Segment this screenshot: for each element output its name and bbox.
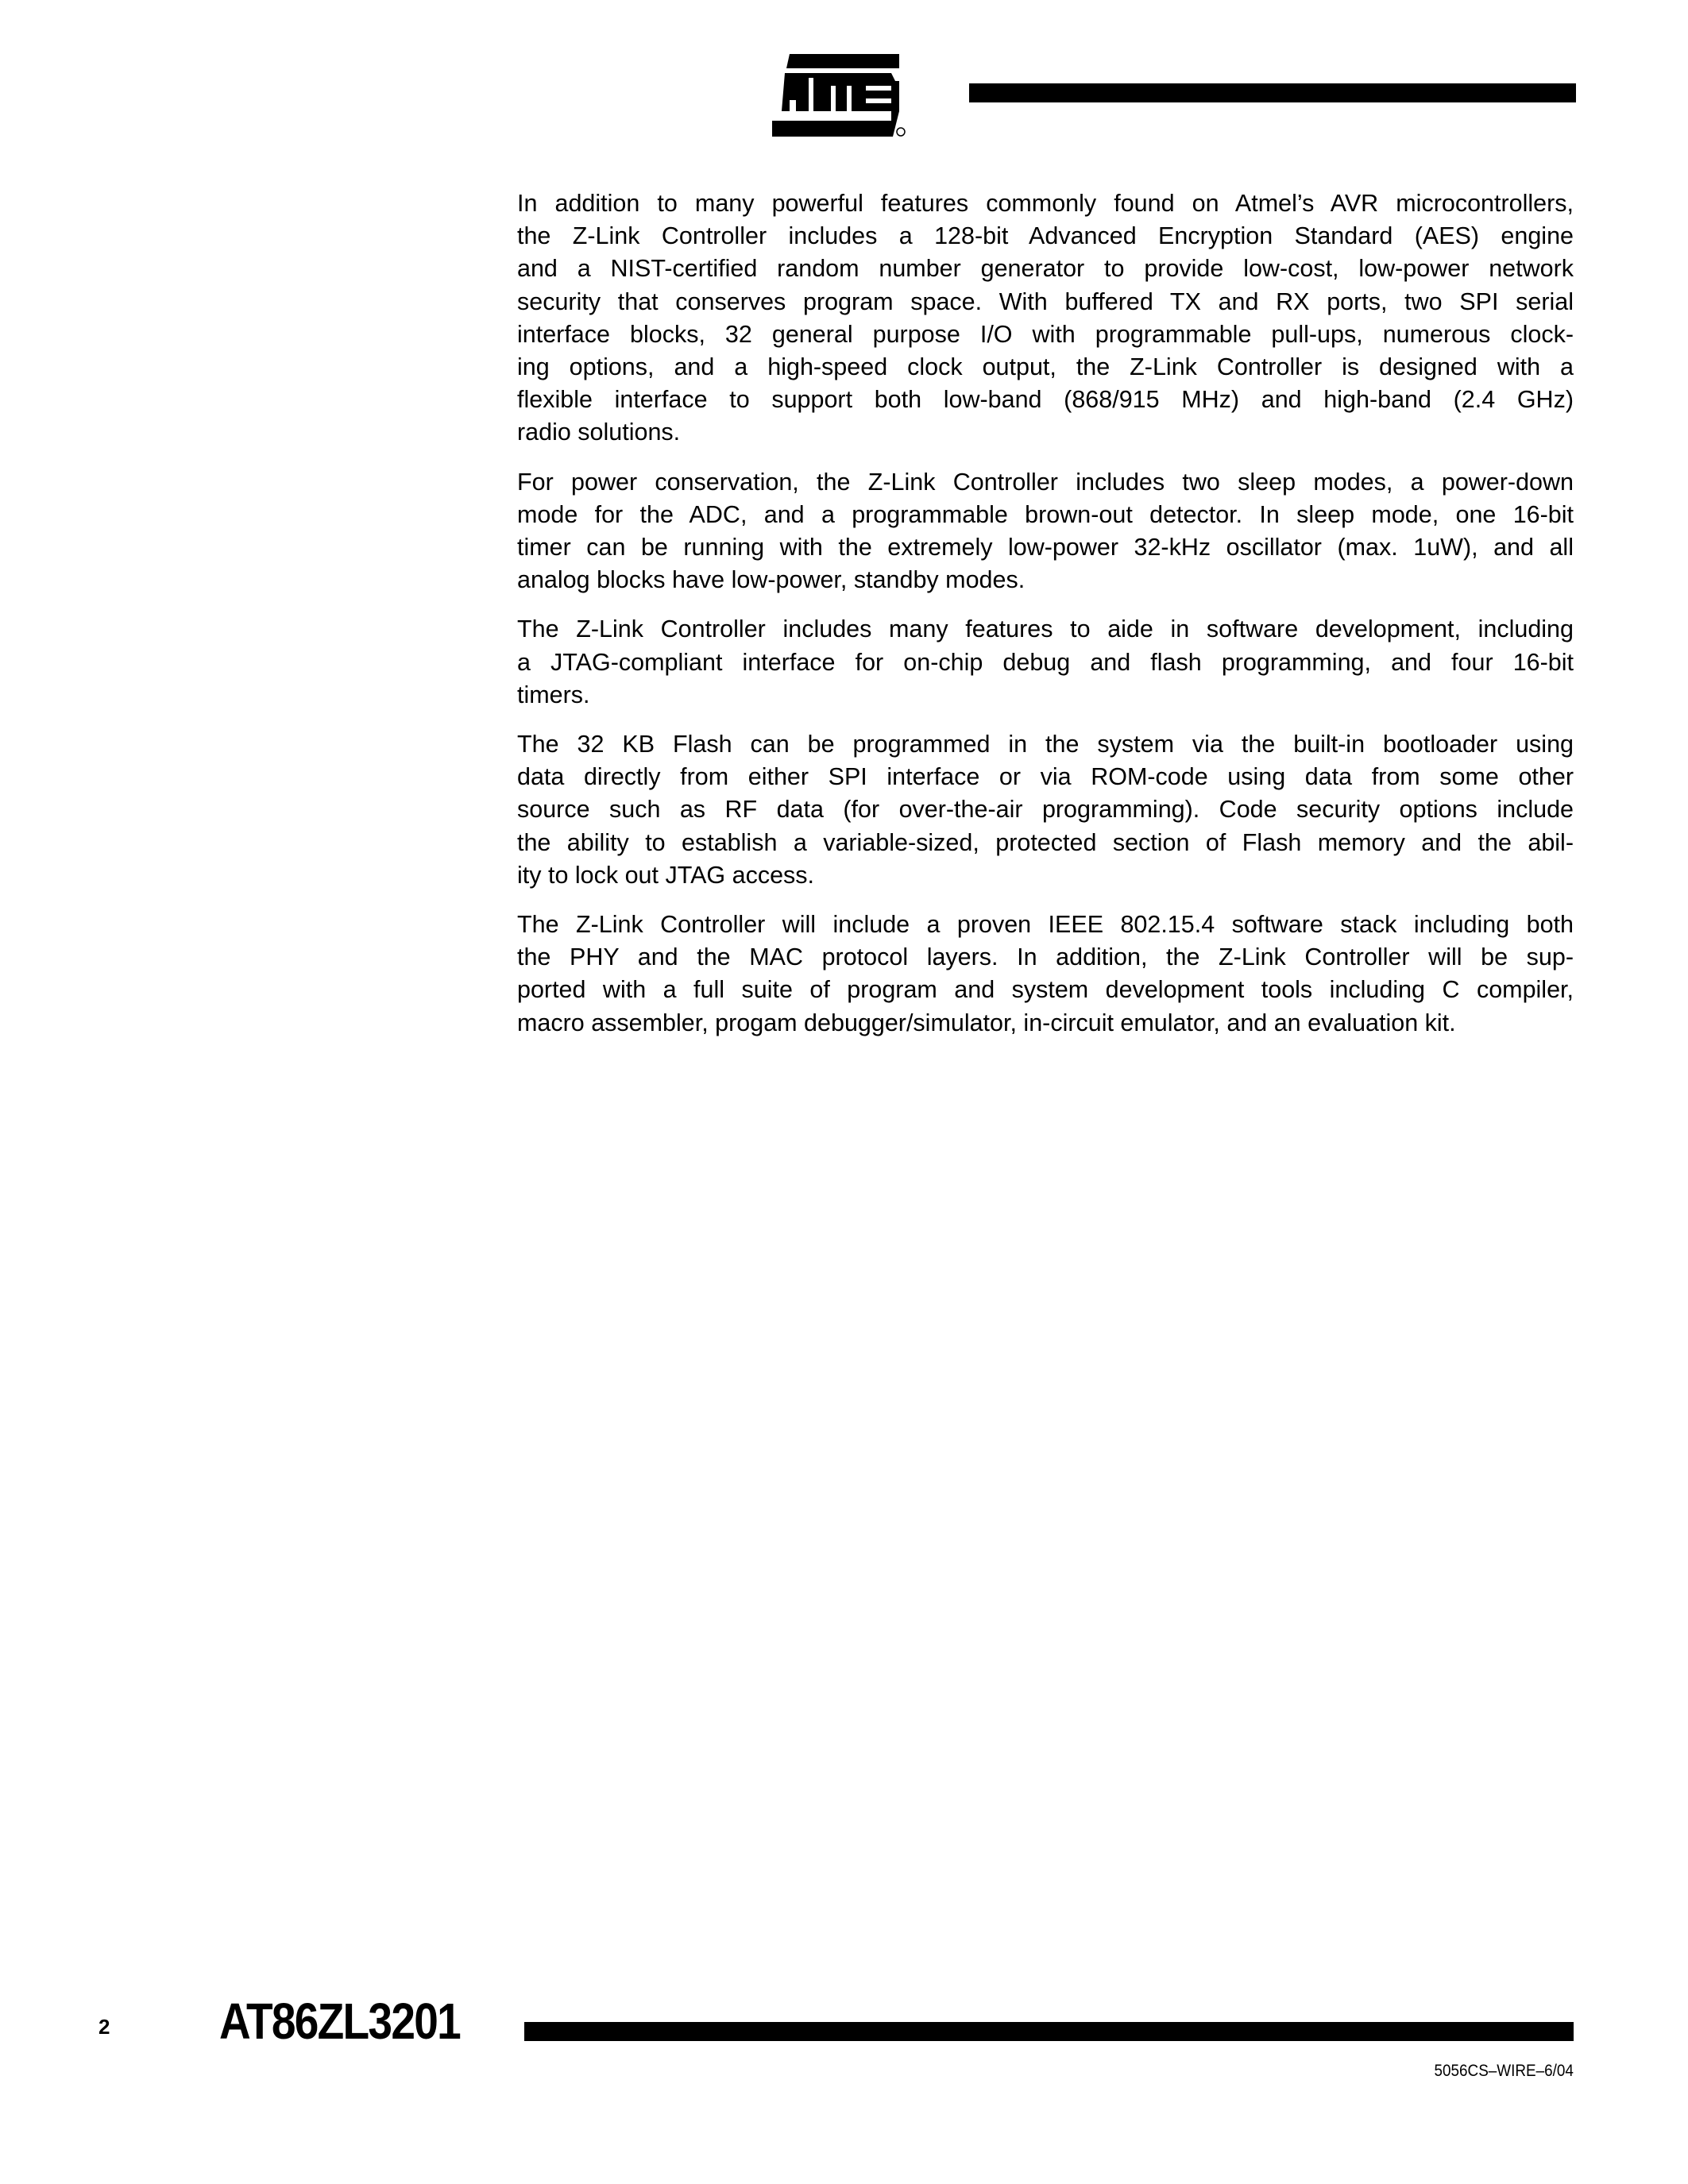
text-line: ity to lock out JTAG access. [517, 861, 815, 889]
text-line: source such as RF data (for over-the-air programming). Code security options include [517, 796, 1574, 824]
text-line: analog blocks have low-power, standby modes. [517, 566, 1026, 594]
text-line: timer can be running with the extremely low-power 32-kHz oscillator (max. 1uW), and all [517, 534, 1574, 561]
page-number: 2 [98, 2015, 110, 2039]
paragraph [517, 909, 1574, 1040]
text-line: timers. [517, 681, 590, 708]
text-line: ing options, and a high-speed clock output, the Z-Link Controller is designed with a [517, 353, 1574, 381]
text-line: flexible interface to support both low-band (868/915 MHz) and high-band (2.4 GHz) [517, 386, 1574, 414]
paragraph [517, 613, 1574, 712]
text-line: the Z-Link Controller includes a 128-bit Advanced Encryption Standard (AES) engine [517, 222, 1574, 250]
text-line: For power conservation, the Z-Link Controller includes two sleep modes, a power-down [517, 468, 1574, 496]
text-line: data directly from either SPI interface or via ROM-code using data from some other [517, 763, 1574, 791]
header-rule [969, 83, 1576, 102]
text-line: ported with a full suite of program and system development tools including C compiler, [517, 976, 1574, 1004]
document-code: 5056CS–WIRE–6/04 [1434, 2062, 1574, 2080]
text-line: In addition to many powerful features commonly found on Atmel’s AVR microcontrollers, [517, 190, 1574, 217]
paragraph [517, 728, 1574, 892]
text-line: mode for the ADC, and a programmable brown-out detector. In sleep mode, one 16-bit [517, 500, 1574, 528]
text-line: security that conserves program space. With buffered TX and RX ports, two SPI serial [517, 287, 1574, 315]
atmel-logo [772, 54, 939, 137]
paragraph [517, 466, 1574, 597]
text-line: macro assembler, progam debugger/simulator, in-circuit emulator, and an evaluation kit. [517, 1009, 1456, 1036]
text-line: the PHY and the MAC protocol layers. In addition, the Z-Link Controller will be sup- [517, 943, 1574, 971]
text-line: a JTAG-compliant interface for on-chip debug and flash programming, and four 16-bit [517, 648, 1574, 676]
text-line: The 32 KB Flash can be programmed in the system via the built-in bootloader using [517, 731, 1574, 758]
body-text [517, 187, 1574, 1056]
text-line: and a NIST-certified random number generator to provide low-cost, low-power network [517, 255, 1574, 283]
text-line: interface blocks, 32 general purpose I/O with programmable pull-ups, numerous clock- [517, 320, 1574, 348]
product-title: AT86ZL3201 [219, 1993, 460, 2050]
text-line: The Z-Link Controller will include a proven IEEE 802.15.4 software stack including both [517, 911, 1574, 939]
text-line: The Z-Link Controller includes many features to aide in software development, including [517, 615, 1574, 643]
footer-rule [524, 2022, 1574, 2041]
paragraph [517, 187, 1574, 450]
text-line: radio solutions. [517, 419, 681, 446]
text-line: the ability to establish a variable-sized, protected section of Flash memory and the abil- [517, 828, 1574, 856]
